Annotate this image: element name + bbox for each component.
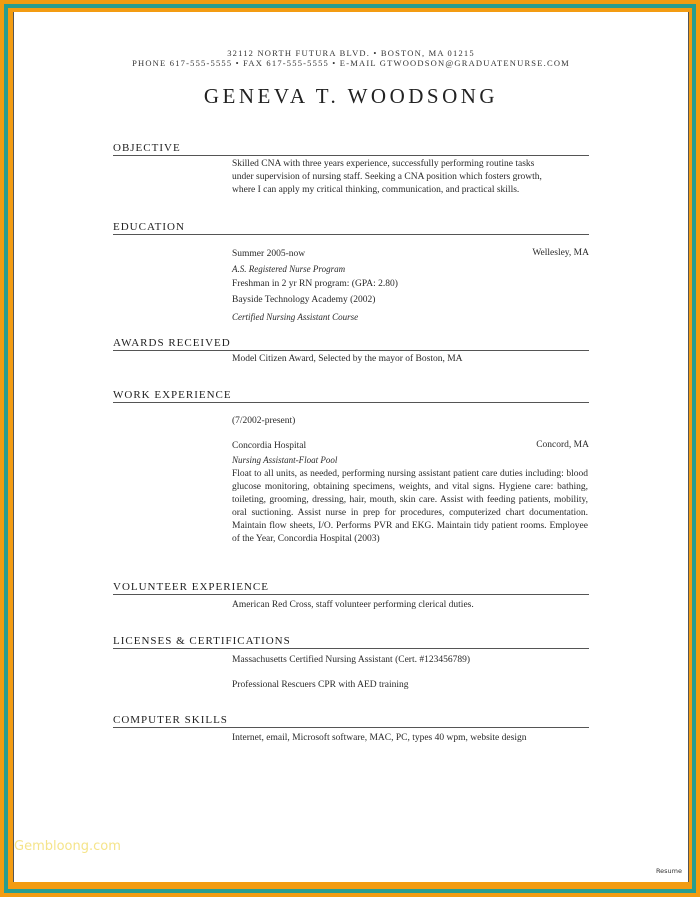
education-freshman: Freshman in 2 yr RN program: (GPA: 2.80) — [232, 279, 398, 289]
section-title-awards: AWARDS RECEIVED — [113, 337, 231, 349]
section-rule — [113, 155, 589, 156]
section-rule — [113, 402, 589, 403]
candidate-name: GENEVA T. WOODSONG — [203, 84, 499, 108]
section-title-licenses: LICENSES & CERTIFICATIONS — [113, 635, 291, 647]
education-date: Summer 2005-now — [232, 249, 306, 259]
objective-line-2: under supervision of nursing staff. Seeking a CNA position which fosters growth, — [232, 172, 542, 182]
section-title-computer-skills: COMPUTER SKILLS — [113, 714, 228, 726]
objective-line-3: where I can apply my critical thinking, communication, and practical skills. — [232, 185, 520, 195]
site-watermark: Gembloong.com — [14, 839, 121, 854]
work-description: Float to all units, as needed, performing nursing assistant patient care duties including: blood glucose monitoring, obtaining specimens, weights, and vital signs. Hygiene care: bathing, toileting, grooming, dressing, hair, mouth, skin care. Assist with feeding patients, mobility, oral suctioning. Assist nurse in prep for procedures, computerized chart documentation. Maintain flow sheets, I/O. Performs PVR and EKG. Maintain tidy patient rooms. Employee of the Year, Concordia Hospital (2003) — [232, 469, 588, 544]
education-location: Wellesley, MA — [532, 248, 589, 258]
section-title-education: EDUCATION — [113, 221, 185, 233]
volunteer-text: American Red Cross, staff volunteer performing clerical duties. — [232, 600, 474, 610]
education-school-2: Bayside Technology Academy (2002) — [232, 295, 376, 305]
section-rule — [113, 727, 589, 728]
section-rule — [113, 594, 589, 595]
section-title-volunteer: VOLUNTEER EXPERIENCE — [113, 581, 269, 593]
section-rule — [113, 350, 589, 351]
license-item-1: Massachusetts Certified Nursing Assistant (Cert. #123456789) — [232, 655, 471, 665]
objective-line-1: Skilled CNA with three years experience, successfully performing routine tasks — [232, 159, 535, 169]
education-course-2: Certified Nursing Assistant Course — [232, 312, 359, 322]
section-rule — [113, 648, 589, 649]
section-title-objective: OBJECTIVE — [113, 142, 181, 154]
work-period: (7/2002-present) — [232, 416, 296, 426]
address-line: 32112 NORTH FUTURA BLVD. • BOSTON, MA 01215 — [227, 48, 475, 58]
section-rule — [113, 234, 589, 235]
image-caption: Resume — [655, 867, 682, 875]
section-title-work: WORK EXPERIENCE — [113, 389, 232, 401]
computer-skills-text: Internet, email, Microsoft software, MAC, PC, types 40 wpm, website design — [232, 733, 527, 743]
education-program: A.S. Registered Nurse Program — [232, 264, 346, 274]
awards-text: Model Citizen Award, Selected by the mayor of Boston, MA — [232, 354, 463, 364]
work-location: Concord, MA — [536, 440, 589, 450]
work-position: Nursing Assistant-Float Pool — [232, 455, 338, 465]
resume-page — [13, 12, 689, 882]
work-employer: Concordia Hospital — [232, 441, 307, 451]
contact-header — [14, 48, 688, 68]
phone-email-line: PHONE 617-555-5555 • FAX 617-555-5555 • E-MAIL GTWOODSON@GRADUATENURSE.COM — [132, 58, 570, 68]
license-item-2: Professional Rescuers CPR with AED training — [232, 680, 409, 690]
